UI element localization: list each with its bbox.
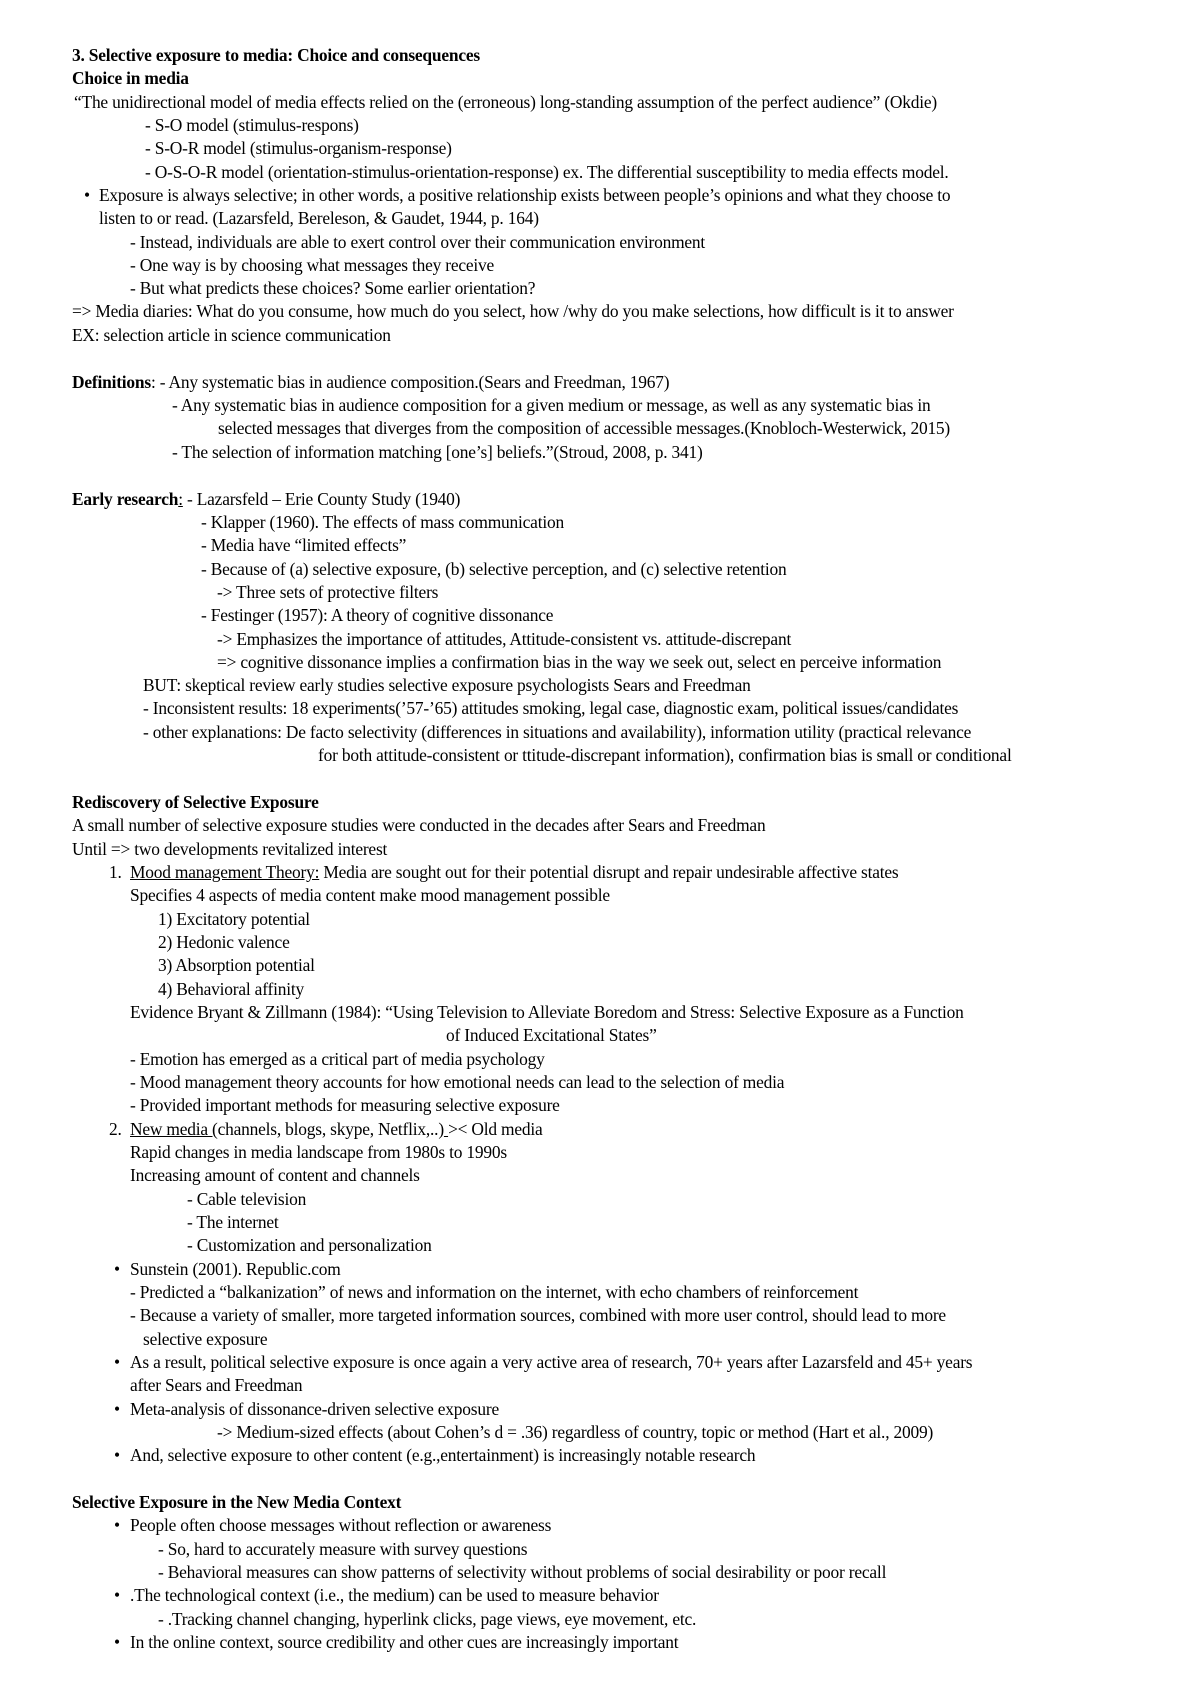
quote-line: “The unidirectional model of media effects relied on the (erroneous) long-standing assumption of the perfect audience” (Okdie) — [74, 92, 938, 112]
early-research-text: - Lazarsfeld – Erie County Study (1940) — [182, 489, 461, 509]
example-line: EX: selection article in science communication — [72, 325, 391, 345]
model-item: - O-S-O-R model (orientation-stimulus-orientation-response) ex. The differential susceptibility to media effects model. — [145, 162, 949, 182]
mood-management-text: Media are sought out for their potential disrupt and repair undesirable affective states — [319, 862, 899, 882]
early-research-colon: : — [178, 489, 183, 509]
early-item: => cognitive dissonance implies a confirmation bias in the way we seek out, select en perceive information — [217, 652, 942, 672]
new-media-context-title: Selective Exposure in the New Media Context — [72, 1492, 402, 1512]
aspect-item: 4) Behavioral affinity — [158, 979, 304, 999]
bullet-icon: • — [114, 1399, 120, 1419]
bullet-icon: • — [84, 185, 90, 205]
new-media-line — [130, 1118, 543, 1141]
bullet-icon: • — [114, 1445, 120, 1465]
sunstein-line: Sunstein (2001). Republic.com — [130, 1259, 341, 1279]
new-media-tail: >< Old media — [448, 1119, 543, 1139]
new-media-rapid: Rapid changes in media landscape from 1980s to 1990s — [130, 1142, 507, 1162]
mood-management-label: Mood management Theory: — [130, 862, 320, 882]
context-bullet: People often choose messages without reflection or awareness — [130, 1515, 552, 1535]
definition-item: - The selection of information matching [one’s] beliefs.”(Stroud, 2008, p. 341) — [172, 442, 703, 462]
section-title: 3. Selective exposure to media: Choice and consequences — [72, 45, 480, 65]
mood-management-line — [130, 861, 898, 884]
early-item: - Because of (a) selective exposure, (b) selective perception, and (c) selective retention — [201, 559, 787, 579]
definitions-line — [72, 371, 669, 394]
aspect-item: 1) Excitatory potential — [158, 909, 310, 929]
new-media-item: - Cable television — [187, 1189, 307, 1209]
evidence-line-cont: of Induced Excitational States” — [446, 1025, 657, 1045]
early-item: for both attitude-consistent or ttitude-discrepant information), confirmation bias is small or conditional — [318, 745, 1012, 765]
rediscovery-intro: A small number of selective exposure studies were conducted in the decades after Sears and Freedman — [72, 815, 766, 835]
context-point: - Behavioral measures can show patterns of selectivity without problems of social desirability or poor recall — [158, 1562, 887, 1582]
early-item: BUT: skeptical review early studies selective exposure psychologists Sears and Freedman — [143, 675, 751, 695]
definitions-label: Definitions — [72, 372, 151, 392]
bullet-icon: • — [114, 1352, 120, 1372]
sub-item: - One way is by choosing what messages they receive — [130, 255, 495, 275]
mm-point: - Mood management theory accounts for how emotional needs can lead to the selection of media — [130, 1072, 785, 1092]
early-item: - Media have “limited effects” — [201, 535, 407, 555]
rediscovery-title: Rediscovery of Selective Exposure — [72, 792, 319, 812]
meta-analysis-result: -> Medium-sized effects (about Cohen’s d = .36) regardless of country, topic or method (Hart et al., 2009) — [217, 1422, 934, 1442]
early-research-label: Early research — [72, 489, 179, 509]
new-media-item: - Customization and personalization — [187, 1235, 432, 1255]
other-content-line: And, selective exposure to other content (e.g.,entertainment) is increasingly notable research — [130, 1445, 756, 1465]
media-diaries-line: => Media diaries: What do you consume, how much do you select, how /why do you make selections, how difficult is it to answer — [72, 301, 954, 321]
early-item: -> Three sets of protective filters — [217, 582, 439, 602]
bullet-icon: • — [114, 1259, 120, 1279]
new-media-label: New media ( — [130, 1119, 218, 1139]
early-item: - Inconsistent results: 18 experiments(’57-’65) attitudes smoking, legal case, diagnostic exam, political issues/candidates — [143, 698, 959, 718]
definition-item: - Any systematic bias in audience composition for a given medium or message, as well as any systematic bias in — [172, 395, 931, 415]
sub-item: - But what predicts these choices? Some earlier orientation? — [130, 278, 536, 298]
sunstein-point: - Predicted a “balkanization” of news and information on the internet, with echo chambers of reinforcement — [130, 1282, 859, 1302]
early-item: - Festinger (1957): A theory of cognitive dissonance — [201, 605, 554, 625]
early-item: - other explanations: De facto selectivity (differences in situations and availability), information utility (practical relevance — [143, 722, 972, 742]
sunstein-point: - Because a variety of smaller, more targeted information sources, combined with more user control, should lead to more — [130, 1305, 946, 1325]
result-line-cont: after Sears and Freedman — [130, 1375, 303, 1395]
new-media-item: - The internet — [187, 1212, 279, 1232]
context-point: - .Tracking channel changing, hyperlink clicks, page views, eye movement, etc. — [158, 1609, 697, 1629]
bullet-text: Exposure is always selective; in other words, a positive relationship exists between people’s opinions and what they choose to — [99, 185, 951, 205]
context-point: - So, hard to accurately measure with survey questions — [158, 1539, 528, 1559]
rediscovery-intro: Until => two developments revitalized interest — [72, 839, 388, 859]
mm-point: - Provided important methods for measuring selective exposure — [130, 1095, 560, 1115]
aspect-item: 2) Hedonic valence — [158, 932, 290, 952]
list-number: 1. — [109, 862, 122, 882]
bullet-text-cont: listen to or read. (Lazarsfeld, Bereleson, & Gaudet, 1944, p. 164) — [99, 208, 539, 228]
list-number: 2. — [109, 1119, 122, 1139]
meta-analysis-line: Meta-analysis of dissonance-driven selective exposure — [130, 1399, 499, 1419]
sub-item: - Instead, individuals are able to exert control over their communication environment — [130, 232, 706, 252]
new-media-increasing: Increasing amount of content and channels — [130, 1165, 420, 1185]
bullet-icon: • — [114, 1515, 120, 1535]
aspect-item: 3) Absorption potential — [158, 955, 315, 975]
sunstein-point-cont: selective exposure — [143, 1329, 268, 1349]
mood-management-spec: Specifies 4 aspects of media content make mood management possible — [130, 885, 610, 905]
definition-item-cont: selected messages that diverges from the composition of accessible messages.(Knobloch-Westerwick, 2015) — [218, 418, 951, 438]
early-item: - Klapper (1960). The effects of mass communication — [201, 512, 564, 532]
model-item: - S-O model (stimulus-respons) — [145, 115, 359, 135]
result-line: As a result, political selective exposure is once again a very active area of research, 70+ years after Lazarsfeld and 45+ years — [130, 1352, 973, 1372]
context-bullet: In the online context, source credibility and other cues are increasingly important — [130, 1632, 679, 1652]
bullet-icon: • — [114, 1585, 120, 1605]
definition-text: : - Any systematic bias in audience composition.(Sears and Freedman, 1967) — [150, 372, 670, 392]
model-item: - S-O-R model (stimulus-organism-response) — [145, 138, 452, 158]
bullet-icon: • — [114, 1632, 120, 1652]
evidence-line: Evidence Bryant & Zillmann (1984): “Using Television to Alleviate Boredom and Stress: Selective Exposure as a Function — [130, 1002, 964, 1022]
early-research-line — [72, 488, 460, 511]
early-item: -> Emphasizes the importance of attitudes, Attitude-consistent vs. attitude-discrepant — [217, 629, 792, 649]
mm-point: - Emotion has emerged as a critical part of media psychology — [130, 1049, 545, 1069]
context-bullet: .The technological context (i.e., the medium) can be used to measure behavior — [130, 1585, 659, 1605]
subsection-title: Choice in media — [72, 68, 189, 88]
new-media-text: channels, blogs, skype, Netflix,..) — [217, 1119, 444, 1139]
